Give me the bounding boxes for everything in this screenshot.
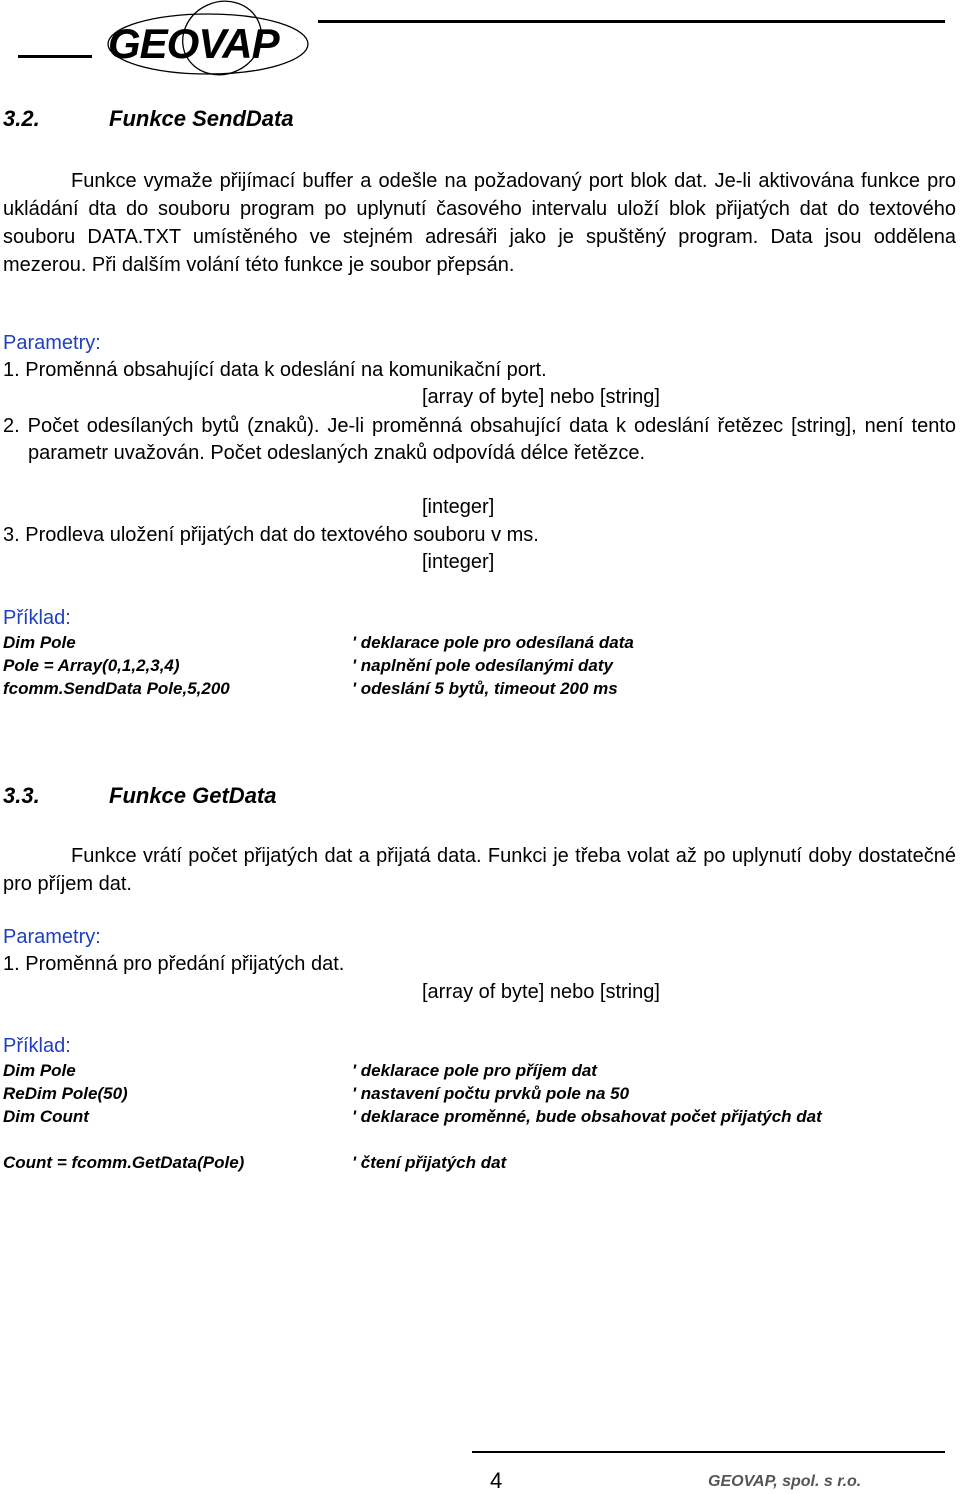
param-type: [integer] — [422, 551, 495, 573]
section-number: 3.3. — [3, 783, 40, 808]
param-type: [array of byte] nebo [string] — [422, 386, 660, 408]
header-rule-left — [18, 55, 92, 58]
code-line: Dim Pole — [3, 633, 76, 652]
section-heading-3-3 — [3, 783, 277, 809]
code-line: Count = fcomm.GetData(Pole) — [3, 1153, 245, 1172]
section-paragraph: Funkce vrátí počet přijatých dat a přijatá data. Funkci je třeba volat až po uplynutí doby dostatečné pro příjem dat. — [3, 845, 956, 895]
example-label: Příklad: — [3, 607, 71, 629]
example-label: Příklad: — [3, 1035, 71, 1057]
footer-rule — [472, 1451, 945, 1453]
param-type: [array of byte] nebo [string] — [422, 981, 660, 1003]
code-line: Dim Count — [3, 1107, 89, 1126]
code-line: Pole = Array(0,1,2,3,4) — [3, 656, 180, 675]
code-comment: ' deklarace pole pro odesílaná data — [352, 633, 634, 652]
logo-text: GEOVAP — [108, 20, 279, 67]
section-title: Funkce GetData — [109, 783, 277, 808]
page-number: 4 — [490, 1468, 503, 1493]
param-item: 3. Prodleva uložení přijatých dat do textového souboru v ms. — [3, 524, 539, 546]
code-line: ReDim Pole(50) — [3, 1084, 128, 1103]
param-type: [integer] — [422, 496, 495, 518]
header-rule-right — [318, 20, 945, 23]
code-comment: ' nastavení počtu prvků pole na 50 — [352, 1084, 630, 1103]
code-comment: ' čtení přijatých dat — [352, 1153, 507, 1172]
parameters-label: Parametry: — [3, 332, 101, 354]
parameters-label: Parametry: — [3, 926, 101, 948]
param-item: 2. Počet odesílaných bytů (znaků). Je-li proměnná obsahující data k odeslání řetězec [string], není tento parametr uvažován. Počet odeslaných znaků odpovídá délce řetězce. — [3, 415, 956, 464]
code-comment: ' deklarace pole pro příjem dat — [352, 1061, 597, 1080]
code-comment: ' naplnění pole odesílanými daty — [352, 656, 613, 675]
section-heading-3-2 — [3, 106, 294, 132]
geovap-logo — [100, 0, 315, 86]
section-number: 3.2. — [3, 106, 40, 131]
code-line: fcomm.SendData Pole,5,200 — [3, 679, 230, 698]
footer-company: GEOVAP, spol. s r.o. — [708, 1473, 862, 1490]
code-line: Dim Pole — [3, 1061, 76, 1080]
param-item: 1. Proměnná obsahující data k odeslání na komunikační port. — [3, 359, 547, 381]
code-comment: ' odeslání 5 bytů, timeout 200 ms — [352, 679, 618, 698]
param-item: 1. Proměnná pro předání přijatých dat. — [3, 953, 345, 975]
code-comment: ' deklarace proměnné, bude obsahovat počet přijatých dat — [352, 1107, 822, 1126]
section-title: Funkce SendData — [109, 106, 294, 131]
section-paragraph: Funkce vymaže přijímací buffer a odešle na požadovaný port blok dat. Je-li aktivována funkce pro ukládání dta do souboru program po uplynutí časového intervalu uloží blok přijatých dat do textového souboru DATA.TXT umístěného ve stejném adresáři jako je spuštěný program. Data jsou oddělena mezerou. Při dalším volání této funkce je soubor přepsán. — [3, 170, 956, 276]
